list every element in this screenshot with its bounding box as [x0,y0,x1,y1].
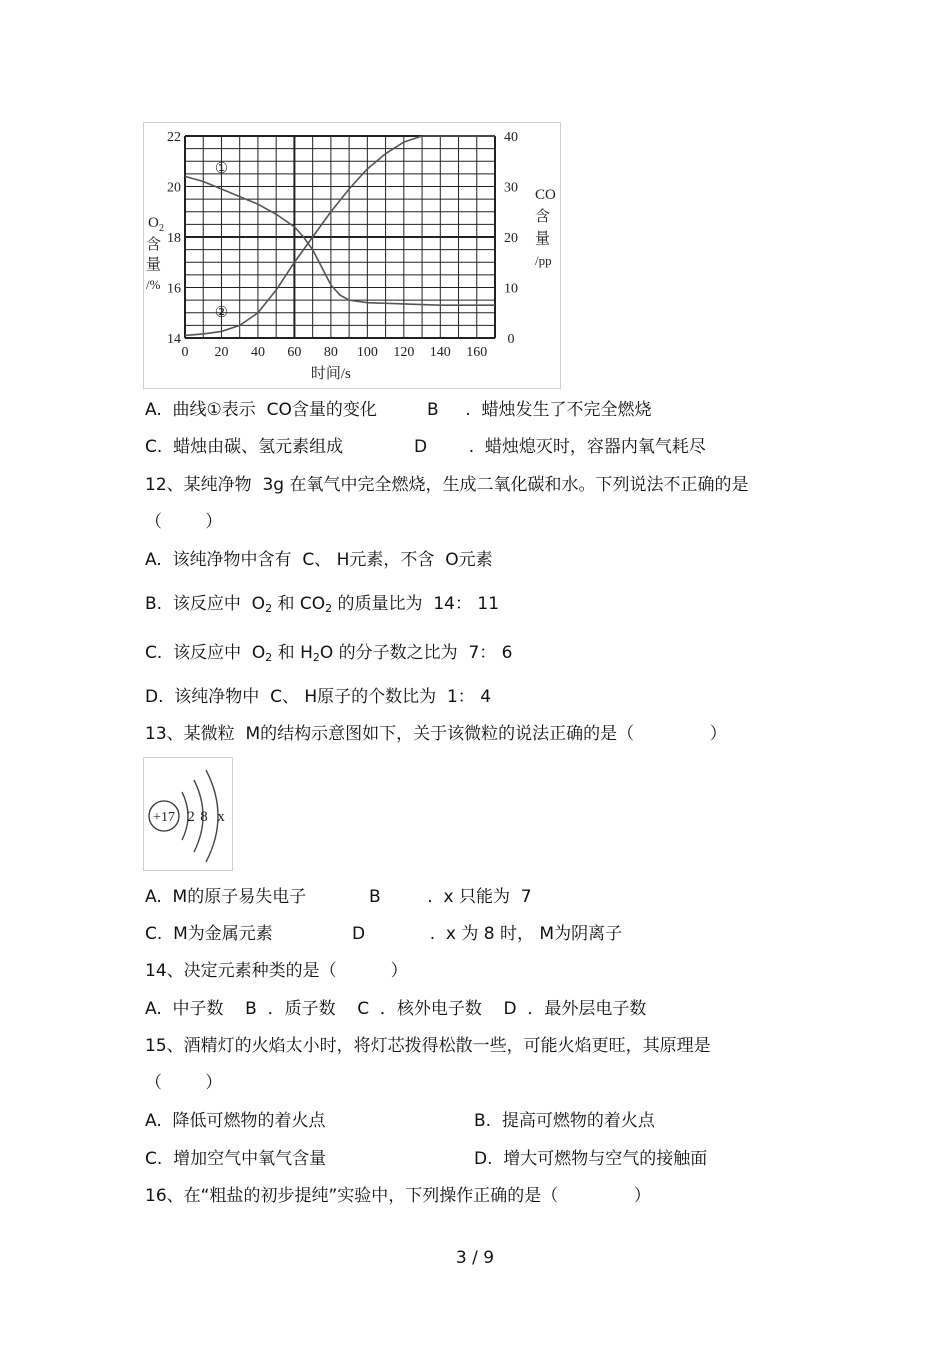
q11-option-a [145,398,377,422]
right-tick-label: 0 [507,332,515,347]
q11-d-label: D [414,437,428,457]
q12-c-pre: C. 该反应中 O [145,643,266,663]
x-tick-label: 40 [250,345,265,360]
q12-b-sub2: 2 [325,602,333,615]
q12-option-d: D. 该纯净物中 C、 H原子的个数比为 1： 4 [145,687,492,707]
q11-option-b [427,398,651,422]
q12-b-mid: 和 CO [272,594,326,614]
atom-svg [144,758,232,870]
left-tick-label: 14 [167,332,181,347]
left-axis-label-char: 量 [146,257,162,273]
q15-option-a: A. 降低可燃物的着火点 [145,1111,326,1131]
q11-c-label: C. [145,437,163,457]
x-tick-label: 80 [323,345,338,360]
right-tick-label: 20 [504,231,518,246]
right-tick-label: 30 [504,180,518,196]
q13-b-dot: . [427,887,433,907]
q13-b-text: x 只能为 7 [443,887,532,907]
q13-stem: 13、某微粒 M的结构示意图如下，关于该微粒的说法正确的是（ ） [145,724,727,744]
q13-c-label: C. [145,924,163,944]
q15-stem: 15、酒精灯的火焰太小时，将灯芯拨得松散一些，可能火焰更旺，其原理是 [145,1036,711,1056]
x-tick-label: 60 [287,345,302,360]
q11-b-text: 蜡烛发生了不完全燃烧 [481,400,652,420]
curve-2-marker: ② [214,304,229,321]
q11-d-text: 蜡烛熄灭时，容器内氧气耗尽 [484,437,706,457]
series-o2-line [185,176,495,305]
right-axis-label-char: /pp [535,253,552,268]
left-tick-label: 18 [167,231,181,246]
left-axis-label-char: 含 [146,237,162,253]
q11-b-dot: . [465,400,471,420]
q13-d-label: D [352,924,366,944]
q12-paren: （ ） [145,512,223,532]
q13-d-text: x 为 8 时， M为阴离子 [445,924,623,944]
q12-option-c [145,641,513,670]
x-tick-label: 0 [181,345,189,360]
q13-d-dot: . [429,924,436,944]
page-number: 3 / 9 [455,1248,495,1268]
q13-c-text: M为金属元素 [173,924,273,944]
x-tick-label: 140 [429,345,451,360]
q14-options: A. 中子数 B ．质子数 C ．核外电子数 D ．最外层电子数 [145,999,647,1019]
shell-arc-3 [206,770,218,862]
q12-c-sub2: 2 [312,651,320,664]
q15-option-c: C. 增加空气中氧气含量 [145,1149,327,1169]
right-axis-label-char: CO [535,187,556,203]
q13-option-a [145,885,306,909]
q12-stem: 12、某纯净物 3g 在氧气中完全燃烧，生成二氧化碳和水。下列说法不正确的是 [145,475,749,495]
x-tick-label: 100 [356,345,378,360]
right-tick-label: 10 [504,281,518,297]
q11-c-text: 蜡烛由碳、氢元素组成 [173,437,344,457]
x-tick-label: 20 [214,345,229,360]
q14-stem: 14、决定元素种类的是（ ） [145,961,408,981]
shell-2-count: 8 [200,809,208,825]
q11-b-label: B [427,400,439,420]
x-axis-label: 时间/s [310,366,351,382]
left-axis-label-char: /% [146,277,161,292]
q12-c-post: O 的分子数之比为 7： 6 [319,643,513,663]
q11-a-label: A. [145,400,162,420]
q12-option-b [145,592,499,621]
q13-option-d [352,922,622,946]
q15-paren: （ ） [145,1073,223,1093]
q11-option-d [414,435,706,459]
q16-stem: 16、在“粗盐的初步提纯”实验中，下列操作正确的是（ ） [145,1186,651,1206]
right-tick-label: 40 [504,130,518,145]
left-tick-label: 16 [167,281,181,297]
right-axis-label-char: 含 [535,209,551,225]
x-tick-label: 120 [393,345,415,360]
q12-b-pre: B. 该反应中 O [145,594,266,614]
atom-structure-diagram [143,757,233,871]
shell-3-count: x [217,809,225,825]
left-tick-label: 22 [167,130,181,145]
o2-co-chart [143,122,561,389]
x-tick-label: 160 [466,345,488,360]
q13-option-b [369,885,532,909]
q12-b-sub1: 2 [265,602,273,615]
q12-c-mid: 和 H [272,643,313,663]
left-axis-label-sub: 2 [159,223,164,234]
left-tick-label: 20 [167,180,181,196]
q11-option-c [145,435,343,459]
left-axis-label-top: O [148,215,159,231]
q12-b-post: 的质量比为 14： 11 [332,594,500,614]
q12-option-a: A. 该纯净物中含有 C、 H元素，不含 O元素 [145,550,493,570]
nucleus-charge: +17 [153,810,175,825]
q13-option-c [145,922,273,946]
q12-c-sub1: 2 [265,651,273,664]
q15-option-d: D. 增大可燃物与空气的接触面 [474,1149,708,1169]
q13-a-label: A. [145,887,162,907]
q11-a-text: 曲线①表示 CO含量的变化 [172,400,377,420]
shell-1-count: 2 [187,809,195,825]
q13-a-text: M的原子易失电子 [172,887,307,907]
q13-b-label: B [369,887,381,907]
right-axis-label-char: 量 [535,231,551,247]
curve-1-marker: ① [214,160,229,177]
q11-d-dot: . [468,437,475,457]
q15-option-b: B. 提高可燃物的着火点 [474,1111,655,1131]
chart-svg [144,123,560,388]
